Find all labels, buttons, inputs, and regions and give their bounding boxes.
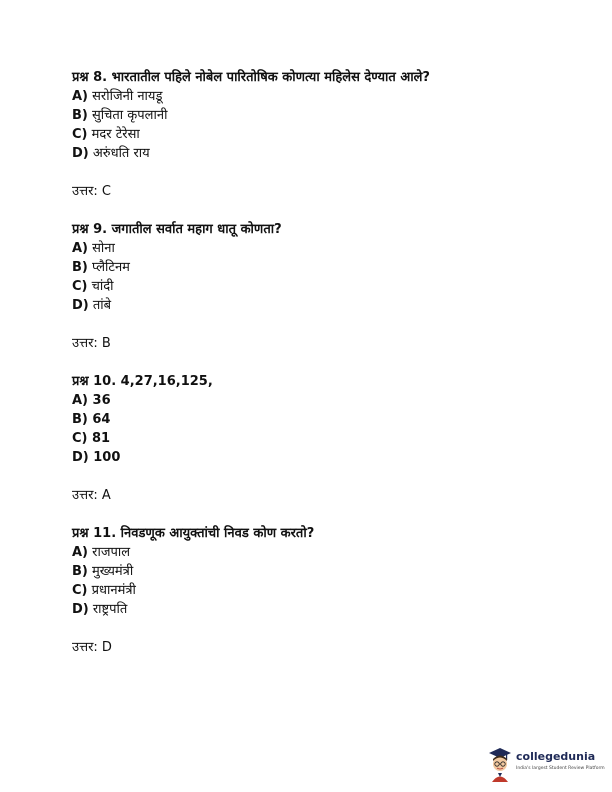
logo-brand-text: collegedunia [516, 750, 596, 763]
option-b: B) मुख्यमंत्री [72, 564, 134, 579]
option-b: B) 64 [72, 412, 111, 427]
question-block [72, 524, 552, 657]
question-text: प्रश्न 8. भारतातील पहिले नोबेल पारितोषिक कोणत्या महिलेस देण्यात आले? [72, 70, 430, 85]
question-list [72, 68, 552, 657]
option-a: A) सोना [72, 241, 115, 256]
option-d: D) अरुंधति राय [72, 146, 150, 161]
option-a: A) राजपाल [72, 545, 131, 560]
question-block [72, 68, 552, 201]
option-b: B) प्लैटिनम [72, 260, 130, 275]
option-c: C) मदर टेरेसा [72, 127, 140, 142]
option-d: D) राष्ट्रपति [72, 602, 128, 617]
option-c: C) प्रधानमंत्री [72, 583, 136, 598]
option-c: C) चांदी [72, 279, 114, 294]
answer-text: उत्तर: B [72, 336, 111, 351]
answer-text: उत्तर: D [72, 640, 112, 655]
answer-text: उत्तर: C [72, 184, 112, 199]
question-block [72, 372, 552, 505]
option-c: C) 81 [72, 431, 111, 446]
logo-tagline: India's largest Student Review Platform [516, 766, 605, 771]
option-a: A) सरोजिनी नायडू [72, 89, 163, 104]
collegedunia-logo [486, 744, 606, 784]
answer-text: उत्तर: A [72, 488, 111, 503]
option-d: D) तांबे [72, 298, 112, 313]
option-a: A) 36 [72, 393, 111, 408]
option-d: D) 100 [72, 450, 121, 465]
question-block [72, 220, 552, 353]
option-b: B) सुचिता कृपलानी [72, 108, 168, 123]
question-text: प्रश्न 9. जगातील सर्वात महाग धातू कोणता? [72, 222, 282, 237]
graduate-mascot-icon [486, 744, 514, 784]
question-text: प्रश्न 10. 4,27,16,125, [72, 374, 213, 389]
question-text: प्रश्न 11. निवडणूक आयुक्तांची निवड कोण करतो? [72, 526, 315, 541]
